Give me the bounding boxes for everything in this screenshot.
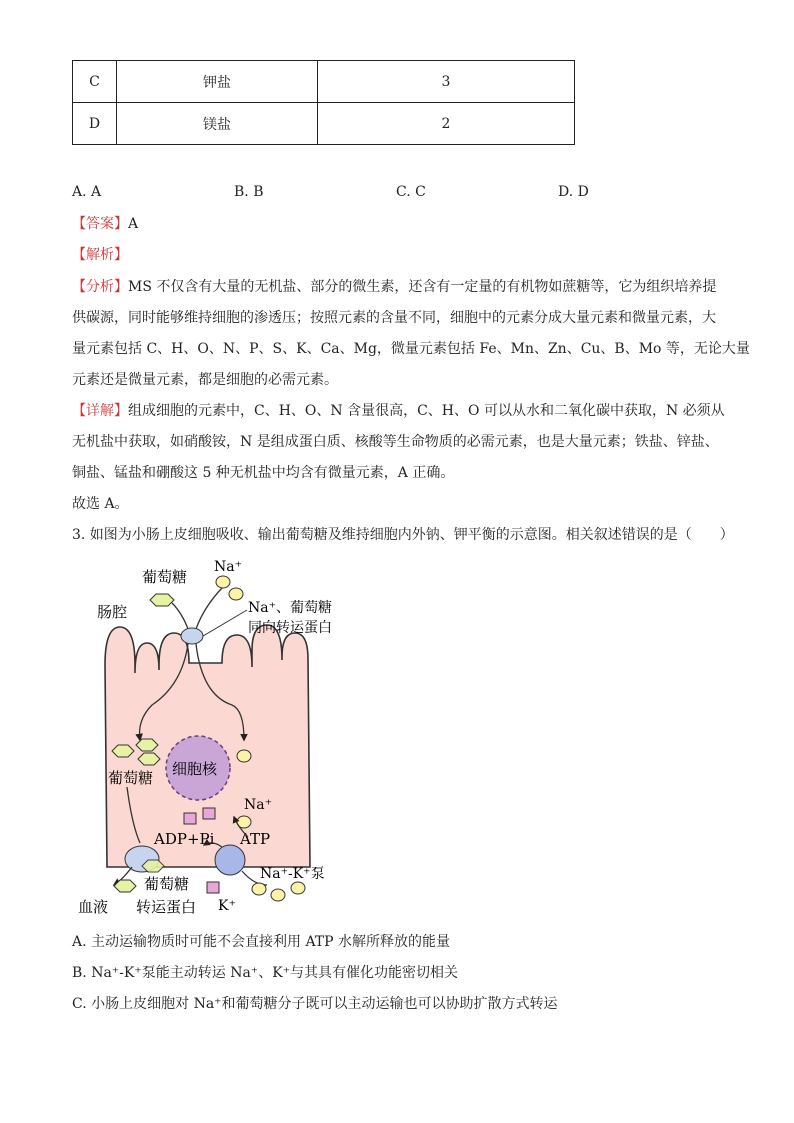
na-ion xyxy=(229,588,243,600)
k-ion xyxy=(203,808,215,819)
xiangjie-line: 无机盐中获取，如硝酸铵，N 是组成蛋白质、核酸等生命物质的必需元素，也是大量元素；铁盐、锌盐、 xyxy=(72,434,719,450)
fenxi-text: MS 不仅含有大量的无机盐、部分的微生素，还含有一定量的有机物如蔗糖等，它为组织培养提 xyxy=(128,279,717,295)
na-glucose-symporter xyxy=(181,628,203,644)
option-c: C. C xyxy=(396,184,426,200)
table-cell: 镁盐 xyxy=(117,103,318,145)
q2-options xyxy=(72,184,772,204)
glucose-molecule xyxy=(150,594,174,606)
q3-option-a: A. 主动运输物质时可能不会直接利用 ATP 水解所释放的能量 xyxy=(72,934,451,950)
fenxi-tag: 【分析】 xyxy=(72,279,128,295)
glucose-top-label: 葡萄糖 xyxy=(142,568,188,586)
analysis-heading xyxy=(72,245,128,265)
cell-transport-diagram xyxy=(72,555,372,925)
blood-label: 血液 xyxy=(78,898,109,916)
option-b: B. B xyxy=(234,184,264,200)
xiangjie-text: 组成细胞的元素中，C、H、O、N 含量很高，C、H、O 可以从水和二氧化碳中获取，N 必须从 xyxy=(128,403,725,419)
fenxi-line: 供碳源，同时能够维持细胞的渗透压；按照元素的含量不同，细胞中的元素分成大量元素和微量元素，大 xyxy=(72,310,716,326)
adp-label: ADP+Pi xyxy=(154,830,215,848)
symporter-label-1: Na⁺、葡萄糖 xyxy=(248,600,332,616)
fenxi-line: 量元素包括 C、H、O、N、P、S、K、Ca、Mg，微量元素包括 Fe、Mn、Zn、Cu、B、Mo 等，无论大量 xyxy=(72,341,750,357)
fenxi-line: 元素还是微量元素，都是细胞的必需元素。 xyxy=(72,372,338,388)
na-in-label: Na⁺ xyxy=(244,797,272,813)
pump-label: Na⁺-K⁺泵 xyxy=(260,866,325,882)
table-cell: D xyxy=(73,103,117,145)
analysis-tag: 【解析】 xyxy=(72,247,128,263)
na-k-pump xyxy=(215,845,245,875)
transporter-label-2: 转运蛋白 xyxy=(136,898,197,916)
na-ion xyxy=(271,889,285,901)
answer-value: A xyxy=(128,216,139,232)
answer-tag: 【答案】 xyxy=(72,216,128,232)
symporter-label-2: 同向转运蛋白 xyxy=(248,620,332,636)
k-ion xyxy=(184,813,196,824)
answer-line xyxy=(72,214,138,234)
q3-option-c: C. 小肠上皮细胞对 Na⁺和葡萄糖分子既可以主动运输也可以协助扩散方式转运 xyxy=(72,996,558,1012)
table-row xyxy=(73,61,575,103)
k-ion xyxy=(207,882,219,893)
na-ion xyxy=(291,882,305,894)
xiangjie-tag: 【详解】 xyxy=(72,403,128,419)
table-cell: 钾盐 xyxy=(117,61,318,103)
transporter-label-1: 葡萄糖 xyxy=(144,875,190,893)
xiangjie-line: 铜盐、锰盐和硼酸这 5 种无机盐中均含有微量元素，A 正确。 xyxy=(72,465,455,481)
xiangjie-line xyxy=(72,401,725,421)
atp-label: ATP xyxy=(240,830,271,848)
table-cell: C xyxy=(73,61,117,103)
k-label: K⁺ xyxy=(218,898,236,914)
na-ion xyxy=(252,883,266,895)
na-ion xyxy=(237,750,251,762)
glucose-molecule xyxy=(114,880,136,892)
table-row xyxy=(73,103,575,145)
option-a: A. A xyxy=(72,184,102,200)
element-table xyxy=(72,60,575,145)
na-ion xyxy=(216,576,230,588)
conclusion-line: 故选 A。 xyxy=(72,496,129,512)
nucleus-label: 细胞核 xyxy=(172,760,218,778)
table-cell: 2 xyxy=(318,103,575,145)
option-d: D. D xyxy=(558,184,589,200)
q3-option-b: B. Na⁺-K⁺泵能主动转运 Na⁺、K⁺与其具有催化功能密切相关 xyxy=(72,965,459,981)
lumen-label: 肠腔 xyxy=(97,603,128,621)
q3-stem: 3. 如图为小肠上皮细胞吸收、输出葡萄糖及维持细胞内外钠、钾平衡的示意图。相关叙述错误的是（ ） xyxy=(72,527,734,543)
table-cell: 3 xyxy=(318,61,575,103)
glucose-in-label: 葡萄糖 xyxy=(108,769,154,787)
na-top-label: Na⁺ xyxy=(214,559,242,575)
fenxi-line xyxy=(72,277,716,297)
